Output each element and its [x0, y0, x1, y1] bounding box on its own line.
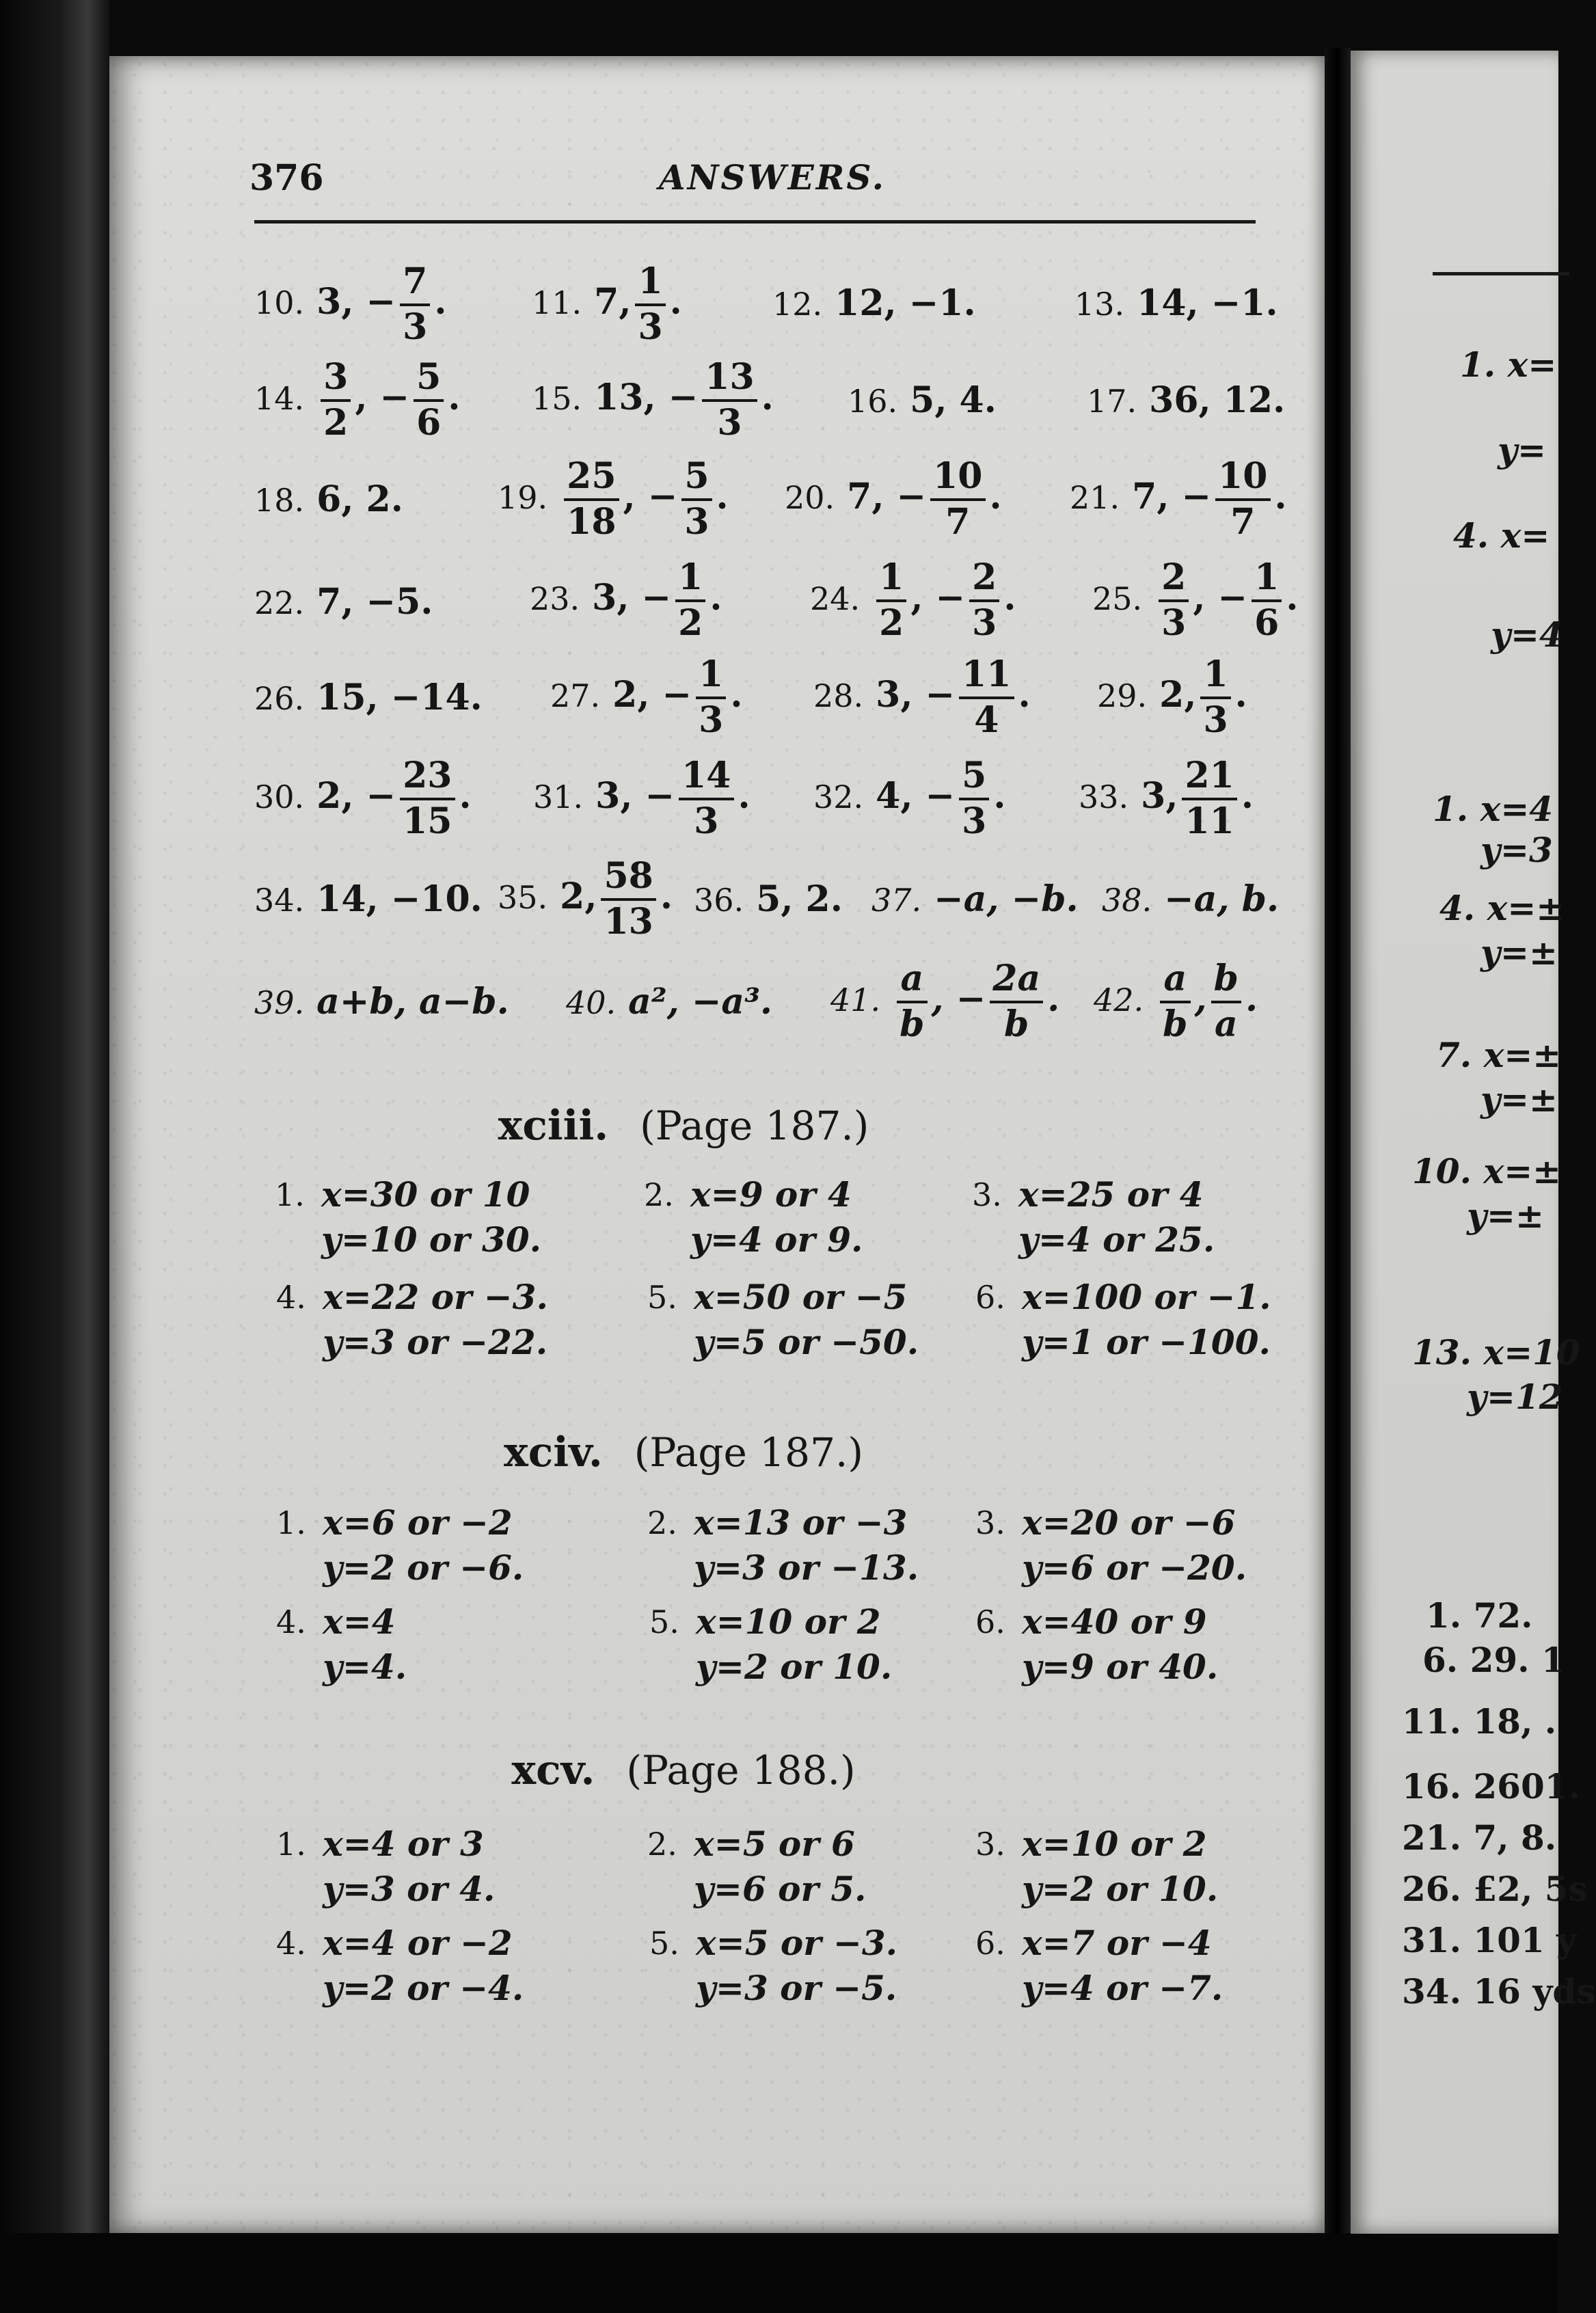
facing-fragment: 16. 2601. — [1402, 1766, 1580, 1807]
answer-26: 26. 15, −14. — [254, 677, 483, 718]
answer-41: 41. $\frac{a}{b}$ , − $\frac{2a}{b}$ . — [830, 958, 1060, 1045]
answer-10: 10. 3, − $\frac{7}{3}$ . — [254, 260, 447, 348]
section-xciv-answer-4: 4. x=4 y=4. — [276, 1601, 407, 1687]
answer-20: 20. 7, − $\frac{10}{7}$ . — [785, 455, 1002, 543]
facing-fragment: y=4 — [1491, 614, 1563, 655]
running-head: ANSWERS. — [658, 157, 887, 198]
section-xcv-answer-4: 4. x=4 or −2 y=2 or −4. — [276, 1923, 524, 2008]
facing-fragment: 1. x= — [1460, 344, 1557, 385]
section-xciii-answer-1: 1. x=30 or 10 y=10 or 30. — [275, 1174, 542, 1260]
answer-31: 31. 3, − $\frac{14}{3}$ . — [533, 755, 750, 842]
section-xcv-answer-5: 5. x=5 or −3. y=3 or −5. — [649, 1923, 898, 2008]
answer-37: 37. −a, −b. — [871, 878, 1079, 920]
section-xcv-answer-1: 1. x=4 or 3 y=3 or 4. — [276, 1824, 496, 1909]
facing-fragment: 34. 16 yds — [1402, 1971, 1596, 2012]
header-rule — [254, 220, 1256, 224]
facing-fragment: y=3 — [1480, 830, 1553, 870]
answer-36: 36. 5, 2. — [694, 878, 843, 920]
answer-13: 13. 14, −1. — [1074, 282, 1278, 324]
answer-21: 21. 7, − $\frac{10}{7}$ . — [1070, 455, 1287, 543]
answer-24: 24. $\frac{1}{2}$ , − $\frac{2}{3}$ . — [810, 556, 1016, 644]
answer-14: 14. $\frac{3}{2}$ , − $\frac{5}{6}$ . — [254, 356, 461, 444]
answer-18: 18. 6, 2. — [254, 478, 403, 520]
facing-fragment: 6. 29. 1 — [1422, 1640, 1565, 1680]
facing-fragment: y=± — [1467, 1195, 1544, 1236]
facing-fragment: 1. 72. — [1426, 1595, 1533, 1636]
facing-fragment: 1. x=4 — [1433, 789, 1554, 829]
facing-fragment: 31. 101 y — [1402, 1920, 1577, 1960]
section-heading-xcv: xcv. (Page 188.) — [511, 1746, 856, 1794]
answer-32: 32. 4, − $\frac{5}{3}$ . — [813, 755, 1006, 842]
facing-fragment: 21. 7, 8. — [1402, 1817, 1557, 1858]
scan-frame-bottom — [0, 2233, 1558, 2313]
answer-27: 27. 2, − $\frac{1}{3}$ . — [550, 653, 743, 741]
facing-page-cropped — [1351, 51, 1596, 2234]
facing-fragment: 7. x=± — [1436, 1035, 1562, 1075]
section-xciv-answer-2: 2. x=13 or −3 y=3 or −13. — [647, 1502, 919, 1588]
section-xciii-answer-4: 4. x=22 or −3. y=3 or −22. — [276, 1277, 548, 1362]
answer-19: 19. $\frac{25}{18}$ , − $\frac{5}{3}$ . — [498, 455, 729, 543]
section-xciii-answer-3: 3. x=25 or 4 y=4 or 25. — [972, 1174, 1215, 1260]
answer-29: 29. 2, $\frac{1}{3}$ . — [1097, 653, 1247, 741]
facing-fragment: 4. x=± — [1439, 888, 1565, 928]
answer-12: 12. 12, −1. — [772, 282, 976, 324]
scan-frame-left — [0, 0, 109, 2313]
answer-28: 28. 3, − $\frac{11}{4}$ . — [813, 653, 1031, 741]
facing-fragment: y=± — [1480, 932, 1558, 973]
facing-fragment: 10. x=± — [1412, 1151, 1561, 1191]
section-xcv-answer-2: 2. x=5 or 6 y=6 or 5. — [647, 1824, 867, 1909]
book-gutter — [1325, 48, 1351, 2242]
facing-fragment: 4. x= — [1453, 515, 1550, 556]
section-xcv-answer-3: 3. x=10 or 2 y=2 or 10. — [975, 1824, 1219, 1909]
answer-30: 30. 2, − $\frac{23}{15}$ . — [254, 755, 472, 842]
section-xciv-answer-3: 3. x=20 or −6 y=6 or −20. — [975, 1502, 1247, 1588]
answer-15: 15. 13, − $\frac{13}{3}$ . — [532, 356, 774, 444]
answer-17: 17. 36, 12. — [1087, 379, 1286, 421]
section-xcv-answer-6: 6. x=7 or −4 y=4 or −7. — [975, 1923, 1223, 2008]
facing-fragment: y=12 — [1467, 1377, 1563, 1417]
section-xciv-answer-1: 1. x=6 or −2 y=2 or −6. — [276, 1502, 524, 1588]
section-xciii-answer-6: 6. x=100 or −1. y=1 or −100. — [975, 1277, 1271, 1362]
answer-22: 22. 7, −5. — [254, 581, 433, 623]
facing-fragment: y= — [1498, 430, 1546, 470]
section-heading-xciv: xciv. (Page 187.) — [503, 1429, 864, 1476]
answer-25: 25. $\frac{2}{3}$ , − $\frac{1}{6}$ . — [1092, 556, 1299, 644]
answer-16: 16. 5, 4. — [848, 379, 997, 421]
section-xciii-answer-5: 5. x=50 or −5 y=5 or −50. — [647, 1277, 919, 1362]
answer-33: 33. 3, $\frac{21}{11}$ . — [1079, 755, 1254, 842]
answer-42: 42. $\frac{a}{b}$ , $\frac{b}{a}$ . — [1094, 958, 1258, 1045]
section-xciii-answer-2: 2. x=9 or 4 y=4 or 9. — [644, 1174, 863, 1260]
section-xciv-answer-5: 5. x=10 or 2 y=2 or 10. — [649, 1601, 893, 1687]
answer-39: 39. a+b, a−b. — [254, 981, 509, 1023]
facing-fragment: 26. £2, 5s — [1402, 1869, 1588, 1909]
answer-35: 35. 2, $\frac{58}{13}$ . — [498, 855, 673, 943]
answer-40: 40. a², −a³. — [566, 981, 772, 1023]
section-xciv-answer-6: 6. x=40 or 9 y=9 or 40. — [975, 1601, 1219, 1687]
answer-34: 34. 14, −10. — [254, 878, 483, 920]
answer-38: 38. −a, b. — [1102, 878, 1280, 920]
page-number: 376 — [249, 157, 324, 199]
facing-fragment: 11. 18, . — [1402, 1701, 1557, 1742]
answer-11: 11. 7, $\frac{1}{3}$ . — [532, 260, 682, 348]
answer-23: 23. 3, − $\frac{1}{2}$ . — [530, 556, 722, 644]
facing-fragment: y=± — [1480, 1079, 1558, 1120]
facing-fragment: 13. x=10 — [1412, 1332, 1580, 1372]
facing-page-header-rule — [1433, 272, 1569, 275]
section-heading-xciii: xciii. (Page 187.) — [498, 1102, 869, 1150]
